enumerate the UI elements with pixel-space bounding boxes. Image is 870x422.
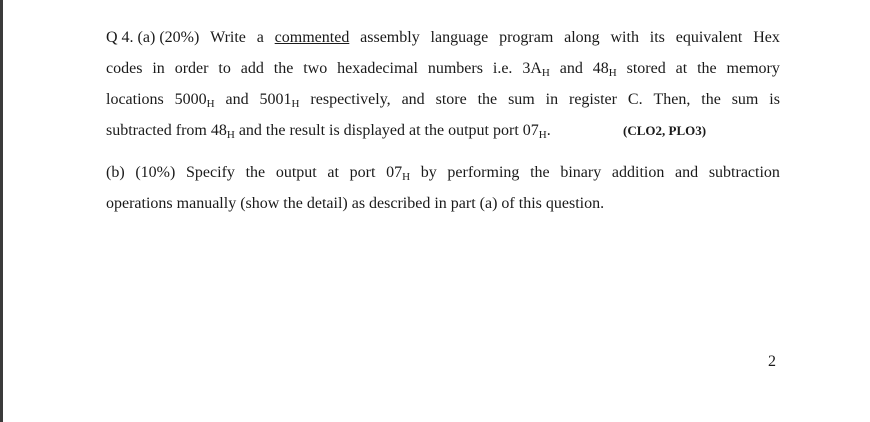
- word: sum: [731, 91, 759, 108]
- hex-value: 48: [210, 122, 227, 139]
- word: its: [649, 29, 665, 46]
- word: a: [256, 29, 264, 46]
- part-a-line-2: [106, 59, 780, 79]
- port-value: 07: [386, 164, 403, 181]
- word: locations: [106, 91, 164, 108]
- word: port: [349, 164, 376, 181]
- word: and: [559, 60, 583, 77]
- word: Write: [210, 29, 246, 46]
- word: stored: [626, 60, 666, 77]
- word: the: [477, 91, 498, 108]
- hex-subscript: H: [402, 171, 411, 183]
- word: register: [569, 91, 617, 108]
- memory-address-5000: [175, 90, 215, 110]
- hex-subscript: H: [538, 129, 547, 141]
- word: to: [218, 60, 231, 77]
- word: output: [275, 164, 317, 181]
- word: and: [225, 91, 249, 108]
- word: at: [675, 60, 688, 77]
- text-segment: subtracted from: [106, 122, 211, 139]
- page-number: 2: [768, 353, 776, 370]
- address-value: 5001: [259, 91, 292, 108]
- part-b-label: (b): [106, 164, 125, 181]
- address-value: 5000: [174, 91, 207, 108]
- question-label: Q 4. (a) (20%): [106, 29, 200, 46]
- part-b-weight: (10%): [135, 164, 176, 181]
- word: addition: [611, 164, 665, 181]
- word: assembly: [360, 29, 420, 46]
- clo-plo-tag: (CLO2, PLO3): [623, 123, 707, 138]
- word: language: [430, 29, 489, 46]
- hex-subscript: H: [291, 98, 300, 110]
- port-value: 07: [522, 122, 539, 139]
- word: by: [420, 164, 437, 181]
- word: the: [273, 60, 294, 77]
- word: along: [564, 29, 600, 46]
- word: the: [701, 91, 721, 108]
- part-a-line-1: [106, 28, 780, 48]
- word: order: [174, 60, 209, 77]
- word: sum: [508, 91, 535, 108]
- word: subtraction: [708, 164, 780, 181]
- hex-number-3a: [522, 59, 550, 79]
- memory-address-5001: [260, 90, 300, 110]
- word: respectively,: [310, 91, 391, 108]
- word: C.: [627, 91, 643, 108]
- hex-subscript: H: [206, 98, 215, 110]
- word: at: [327, 164, 339, 181]
- word: performing: [447, 164, 520, 181]
- word: with: [610, 29, 639, 46]
- word: in: [545, 91, 559, 108]
- part-b-line-1: [106, 163, 780, 183]
- word: and: [675, 164, 699, 181]
- left-edge-border: [0, 0, 3, 422]
- word: hexadecimal: [337, 60, 418, 77]
- text-segment: .: [546, 122, 551, 139]
- output-port-07: [386, 163, 410, 183]
- word: store: [435, 91, 467, 108]
- word: is: [769, 91, 780, 108]
- word: the: [530, 164, 550, 181]
- word: two: [303, 60, 328, 77]
- hex-value: 3A: [522, 60, 542, 77]
- word: memory: [726, 60, 780, 77]
- word: codes: [106, 60, 143, 77]
- output-port-07: [523, 122, 547, 139]
- word: program: [499, 29, 554, 46]
- word: i.e.: [492, 60, 513, 77]
- hex-subscript: H: [226, 129, 235, 141]
- word: equivalent: [675, 29, 743, 46]
- word: the: [245, 164, 266, 181]
- word: binary: [560, 164, 602, 181]
- word: in: [152, 60, 165, 77]
- word: numbers: [427, 60, 483, 77]
- hex-subscript: H: [541, 67, 550, 79]
- word: add: [240, 60, 264, 77]
- word: Specify: [186, 164, 235, 181]
- word: Then,: [653, 91, 691, 108]
- word: Hex: [753, 29, 780, 46]
- part-a-line-4: [106, 121, 780, 141]
- part-a-line-3: [106, 90, 780, 110]
- word: and: [401, 91, 425, 108]
- text-segment: and the result is displayed at the output port: [234, 122, 523, 139]
- hex-value: 48: [592, 60, 609, 77]
- hex-number-48: [593, 59, 617, 79]
- underlined-word-commented: commented: [274, 29, 350, 46]
- part-b-line-2: operations manually (show the detail) as described in part (a) of this question.: [106, 195, 605, 212]
- hex-subscript: H: [608, 67, 617, 79]
- word: the: [697, 60, 717, 77]
- hex-number-48: [211, 122, 235, 139]
